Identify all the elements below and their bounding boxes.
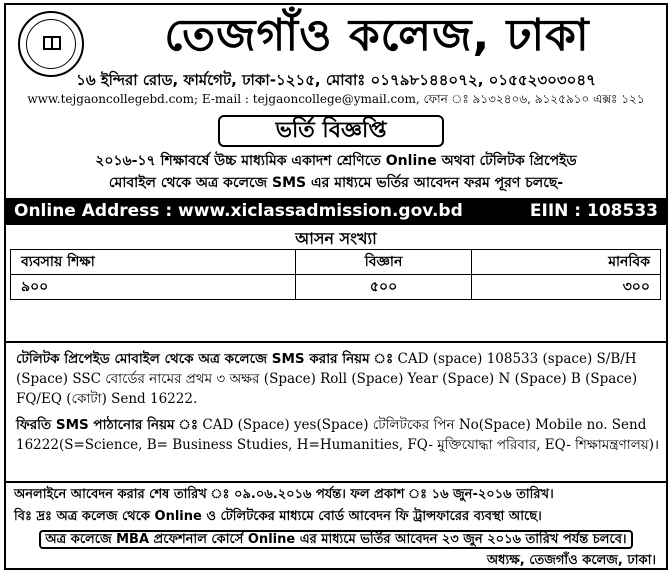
online-address: Online Address : www.xiclassadmission.gov.bd (14, 201, 463, 221)
online-address-bar (6, 198, 666, 225)
divider (6, 341, 666, 343)
deadline-line: অনলাইনে আবেদন করার শেষ তারিখ ঃ ০৯.০৬.২০১৬ পর্যন্ত। ফল প্রকাশ ঃ ১৬ জুন-২০১৬ তারিখ। (14, 487, 554, 502)
seats-title: আসন সংখ্যা (295, 229, 377, 248)
intro-text (6, 150, 666, 194)
seats-header-business: ব্যবসায় শিক্ষা (11, 250, 296, 275)
seats-header-science: বিজ্ঞান (295, 250, 471, 275)
signature: অধ্যক্ষ, তেজগাঁও কলেজ, ঢাকা। (486, 553, 656, 568)
seats-table (10, 249, 661, 300)
reply-rules (16, 415, 662, 455)
table-row (11, 250, 661, 275)
intro-line-2: মোবাইল থেকে অত্র কলেজে SMS এর মাধ্যমে ভর্তির আবেদন ফরম পূরণ চলছে- (108, 175, 564, 191)
mba-line (6, 528, 666, 552)
mba-text: অত্র কলেজে MBA প্রফেশনাল কোর্সে Online এর মাধ্যমে ভর্তির আবেদন ২৩ জুন ২০১৬ তারিখ পর্যন্ত চলবে। (39, 530, 632, 549)
intro-line-1: ২০১৬-১৭ শিক্ষাবর্ষে উচ্চ মাধ্যমিক একাদশ শ্রেণিতে Online অথবা টেলিটক প্রিপেইড (95, 153, 577, 169)
eiin-number: EIIN : 108533 (529, 201, 658, 221)
college-name: তেজগাঁও কলেজ, ঢাকা (164, 10, 590, 61)
sms-rules-label: টেলিটক প্রিপেইড মোবাইল থেকে অত্র কলেজে SMS করার নিয়ম ঃ (16, 351, 394, 367)
seats-value-humanities: ৩০০ (472, 275, 661, 300)
college-logo-icon (18, 11, 84, 77)
address-line: ১৬ ইন্দিরা রোড, ফার্মগেট, ঢাকা-১২১৫, মোবাঃ ০১৭৯৮১৪৪০৭২, ০১৫৫২৩০৩০৪৭ (76, 71, 596, 89)
note-line: বিঃ দ্রঃ অত্র কলেজ থেকে Online ও টেলিটকের মাধ্যমে বোর্ড আবেদন ফি ট্রান্সফারের ব্যবস্থা আছে। (14, 509, 542, 524)
reply-rules-label: ফিরতি SMS পাঠানোর নিয়ম ঃ (16, 417, 199, 433)
contact-line: www.tejgaoncollegebd.com; E-mail : tejgaoncollege@ymail.com, ফোন ঃ ৯১৩২৪০৬, ৯১২৫৯১০ এক্সঃ ১২১ (27, 92, 645, 106)
seats-value-business: ৯০০ (11, 275, 296, 300)
sms-rules-text: CAD (space) 108533 (space) S/B/H (Space) SSC বোর্ডের নামের প্রথম ৩ অক্ষর (Space) Roll (Space) Year (Space) N (Space) B (Space) FQ/EQ (কোটা) Send 16222. (16, 351, 638, 407)
seats-header-humanities: মানবিক (472, 250, 661, 275)
notice-heading: ভর্তি বিজ্ঞপ্তি (218, 115, 444, 147)
table-row (11, 275, 661, 300)
reply-rules-text: CAD (Space) yes(Space) টেলিটকের পিন No(Space) Mobile no. Send 16222(S=Science, B= Business Studies, H=Humanities, FQ- মুক্তিযোদ্ধা পরিবার, EQ- শিক্ষামন্ত্রণালয়)। (16, 417, 660, 453)
seats-value-science: ৫০০ (295, 275, 471, 300)
admission-notice (4, 3, 668, 570)
sms-rules (16, 349, 662, 409)
